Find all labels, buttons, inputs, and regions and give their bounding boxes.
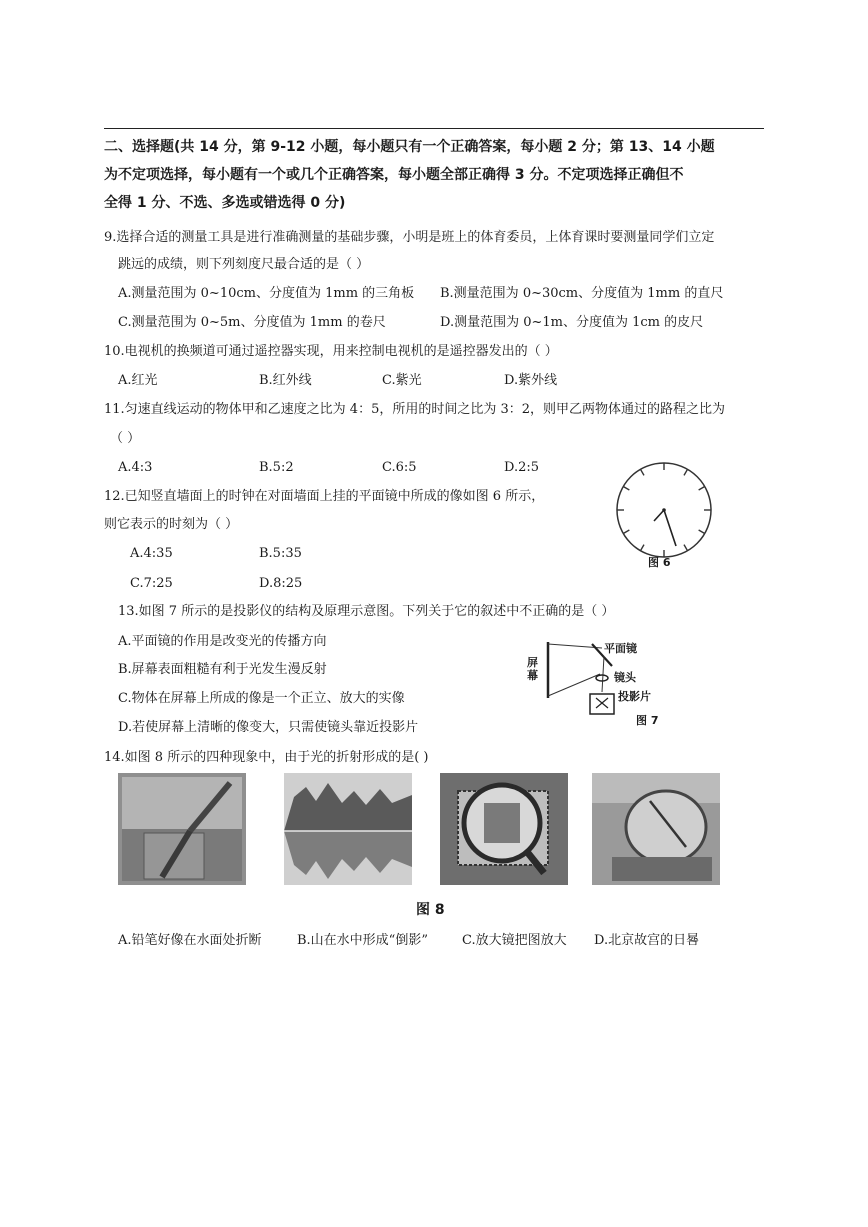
q11-option-d: D.2:5 [504,460,540,475]
q10-option-c: C.紫光 [382,373,422,388]
q12-option-c: C.7:25 [130,576,173,591]
q11-stem-line-2: （ ） [110,431,141,446]
section-title-line-2: 为不定项选择，每小题有一个或几个正确答案，每小题全部正确得 3 分。不定项选择正确但不 [104,167,684,183]
clock-hand-short [654,510,664,521]
clock-tick [699,487,705,491]
q14-option-a: A.铅笔好像在水面处折断 [118,933,262,948]
q13-option-b: B.屏幕表面粗糙有利于光发生漫反射 [118,662,327,677]
photo-sundial [592,773,720,885]
q9-stem-line-2: 跳远的成绩，则下列刻度尺最合适的是（ ） [118,257,370,272]
figure-8-caption: 图 8 [416,902,445,918]
q12-option-d: D.8:25 [259,576,303,591]
q11-option-b: B.5:2 [259,460,294,475]
clock-tick [699,530,705,534]
q14-option-b: B.山在水中形成“倒影” [297,933,428,948]
q11-option-a: A.4:3 [118,460,153,475]
section-title-line-1: 二、选择题(共 14 分，第 9-12 小题，每小题只有一个正确答案，每小题 2 分；第 13、14 小题 [104,139,715,155]
q13-option-a: A.平面镜的作用是改变光的传播方向 [118,634,327,649]
figure-7-label-lens: 镜头 [614,671,636,684]
clock-tick [623,487,629,491]
q10-option-d: D.紫外线 [504,373,558,388]
clock-tick [684,469,688,475]
q12-option-b: B.5:35 [259,546,302,561]
q13-option-d: D.若使屏幕上清晰的像变大，只需使镜头靠近投影片 [118,720,419,735]
q12-stem-line-1: 12.已知竖直墙面上的时钟在对面墙面上挂的平面镜中所成的像如图 6 所示， [104,489,545,504]
section-title-line-3: 全得 1 分、不选、多选或错选得 0 分) [104,195,346,211]
top-rule [104,128,764,129]
figure-7-caption: 图 7 [636,714,659,727]
lens-shape [596,675,608,681]
q14-option-d: D.北京故宫的日晷 [594,933,700,948]
clock-tick [623,530,629,534]
photo-pencil-in-water [118,773,246,885]
q11-stem-line-1: 11.匀速直线运动的物体甲和乙速度之比为 4：5，所用的时间之比为 3：2，则甲乙两物体通过的路程之比为 [104,402,726,417]
q9-stem-line-1: 9.选择合适的测量工具是进行准确测量的基础步骤，小明是班上的体育委员，上体育课时要测量同学们立定 [104,230,715,245]
figure-6-clock [612,458,716,568]
q10-option-b: B.红外线 [259,373,312,388]
figure-7-label-mirror: 平面镜 [604,642,637,655]
figure-7-label-screen: 屏幕 [527,656,538,682]
q13-option-c: C.物体在屏幕上所成的像是一个正立、放大的实像 [118,691,405,706]
figure-6-caption: 图 6 [648,556,671,569]
clock-tick [641,545,645,551]
q12-stem-line-2: 则它表示的时刻为（ ） [104,517,239,532]
q9-option-b: B.测量范围为 0~30cm、分度值为 1mm 的直尺 [440,286,724,301]
clock-hand-long [664,510,676,546]
projector-box [590,694,614,714]
q10-option-a: A.红光 [118,373,158,388]
q14-stem: 14.如图 8 所示的四种现象中，由于光的折射形成的是( ) [104,750,429,765]
photo-magnifier-on-stamp [440,773,568,885]
clock-tick [641,469,645,475]
figure-7-label-slide: 投影片 [618,690,651,703]
photo-mountain-reflection [284,773,412,885]
q12-option-a: A.4:35 [130,546,173,561]
q9-option-a: A.测量范围为 0~10cm、分度值为 1mm 的三角板 [118,286,415,301]
q11-option-c: C.6:5 [382,460,417,475]
q9-option-d: D.测量范围为 0~1m、分度值为 1cm 的皮尺 [440,315,704,330]
clock-tick [684,545,688,551]
q14-option-c: C.放大镜把图放大 [462,933,567,948]
q10-stem: 10.电视机的换频道可通过遥控器实现，用来控制电视机的是遥控器发出的（ ） [104,344,558,359]
q9-option-c: C.测量范围为 0~5m、分度值为 1mm 的卷尺 [118,315,386,330]
q13-stem: 13.如图 7 所示的是投影仪的结构及原理示意图。下列关于它的叙述中不正确的是（ ） [118,604,615,619]
